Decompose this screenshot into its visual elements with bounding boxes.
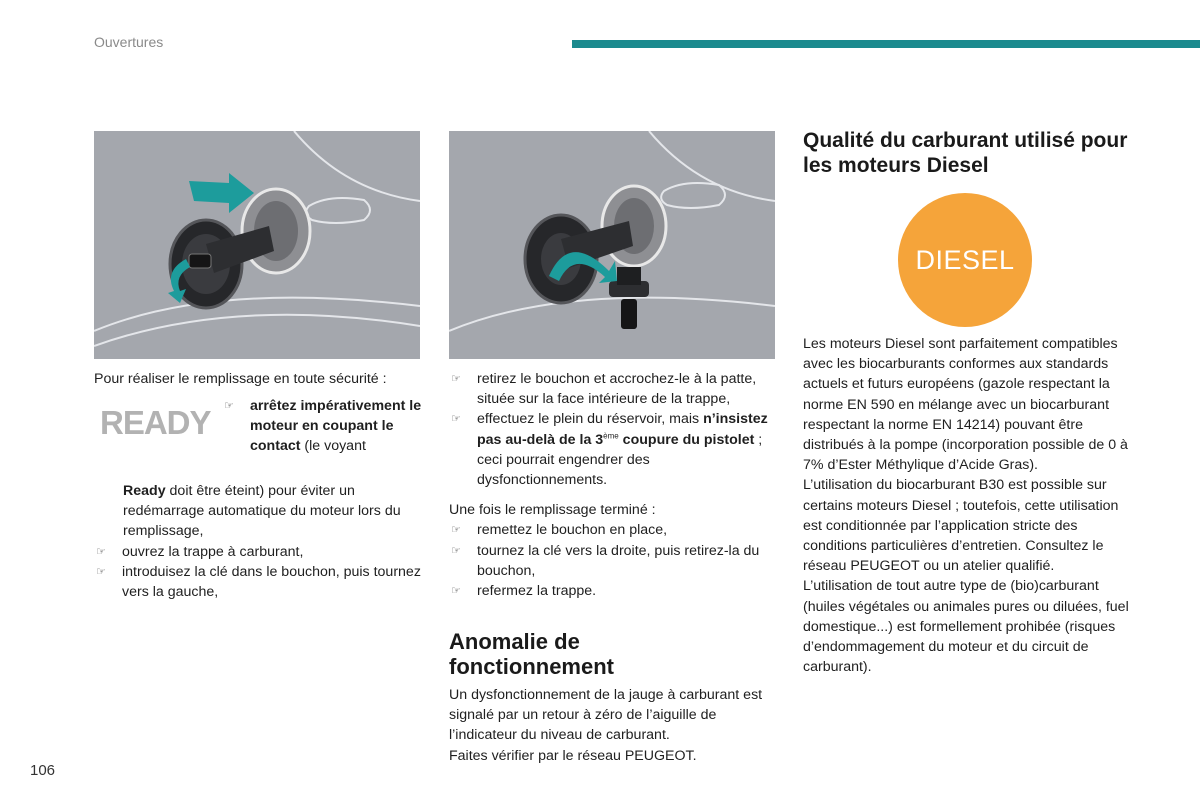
prohibited-fuels-text: L’utilisation de tout autre type de (bio)carburant (huiles végétales ou animales pures ou diluées, fuel domestique...) est formellement prohibée (risques d’endommagement du moteur et du circuit de carburant). (803, 578, 1129, 676)
fill-tank-bold-a: n’insistez pas au-delà de la 3 (477, 411, 768, 448)
bullet-insert-key (94, 562, 424, 602)
insert-key-text: introduisez la clé dans le bouchon, puis tournez vers la gauche, (122, 563, 421, 601)
pointing-hand-icon: ☞ (451, 585, 461, 598)
pointing-hand-icon: ☞ (451, 373, 461, 385)
stop-engine-continuation (94, 481, 424, 542)
fill-tank-sup: ème (603, 430, 619, 440)
pointing-hand-icon: ☞ (451, 544, 461, 557)
pointing-hand-icon: ☞ (96, 565, 106, 578)
b30-text: L’utilisation du biocarburant B30 est possible sur certains moteurs Diesel ; toutefois, cette utilisation est conditionnée par l’application stricte des conditions particulières d’entretien. Consultez le réseau PEUGEOT ou un atelier qualifié. (803, 477, 1119, 575)
bullet-close-flap (449, 581, 777, 601)
anomalie-heading: Anomalie de fonctionnement (449, 629, 614, 679)
ready-indicator-logo: READY (100, 404, 211, 441)
ready-word: Ready (123, 483, 166, 499)
header-accent-bar (572, 40, 1200, 48)
close-flap-text: refermez la trappe. (477, 583, 597, 600)
fill-tank-bold-b: coupure du pistolet (618, 431, 755, 448)
column-1 (94, 369, 424, 389)
anomalie-text-2: Faites vérifier par le réseau PEUGEOT. (449, 747, 697, 764)
pointing-hand-icon: ☞ (451, 524, 461, 537)
diesel-badge (898, 193, 1032, 327)
stop-engine-bold: arrêtez impérativement le moteur en coupant le contact (250, 398, 422, 455)
pointing-hand-icon: ☞ (224, 400, 234, 412)
column-2 (449, 369, 777, 601)
fill-tank-post: ; ceci pourrait engendrer des dysfonctionnements. (477, 431, 763, 489)
bullet-open-flap (94, 542, 424, 562)
fuel-quality-heading: Qualité du carburant utilisé pour les moteurs Diesel (803, 129, 1128, 177)
column-1-lower (94, 481, 424, 602)
anomalie-text: Un dysfonctionnement de la jauge à carburant est signalé par un retour à zéro de l’aiguille de l’indicateur du niveau de carburant. (449, 687, 763, 744)
column-3 (803, 334, 1133, 677)
stop-engine-rest: (le voyant (300, 438, 366, 455)
bullet-turn-key (449, 541, 777, 581)
fill-tank-text: effectuez le plein du réservoir, mais (477, 411, 704, 428)
bullet-remove-cap (449, 369, 777, 409)
bullet-replace-cap (449, 520, 777, 540)
open-flap-text: ouvrez la trappe à carburant, (122, 543, 304, 560)
fuel-cap-hook-illustration (449, 131, 775, 359)
diesel-badge-label: DIESEL (915, 244, 1015, 275)
replace-cap-text: remettez le bouchon en place, (477, 522, 668, 539)
bullet-stop-engine (222, 396, 422, 457)
page-number: 106 (30, 762, 56, 779)
stop-engine-continuation-text: doit être éteint) pour éviter un redémarrage automatique du moteur lors du remplissage, (123, 483, 401, 540)
biofuel-compat-text: Les moteurs Diesel sont parfaitement compatibles avec les biocarburants conformes aux standards actuels et futurs européens (gazole respectant la norme EN 590 en mélange avec un biocarburant respectant la norme EN 14214) pouvant être distribués à la pompe (incorporation possible de 0 à 7% d’Ester Méthylique d’Acide Gras). (803, 336, 1128, 474)
anomalie-section (449, 685, 779, 766)
pointing-hand-icon: ☞ (451, 413, 461, 426)
after-fill-intro: Une fois le remplissage terminé : (449, 502, 656, 519)
remove-cap-text: retirez le bouchon et accrochez-le à la patte, située sur la face intérieure de la trappe, (477, 371, 757, 408)
pointing-hand-icon: ☞ (96, 545, 106, 558)
fuel-cap-unlock-illustration (94, 131, 420, 359)
intro-text: Pour réaliser le remplissage en toute sécurité : (94, 371, 387, 387)
turn-key-text: tournez la clé vers la droite, puis retirez-la du bouchon, (477, 542, 760, 579)
bullet-fill-tank (449, 409, 777, 490)
section-title: Ouvertures (94, 34, 164, 50)
